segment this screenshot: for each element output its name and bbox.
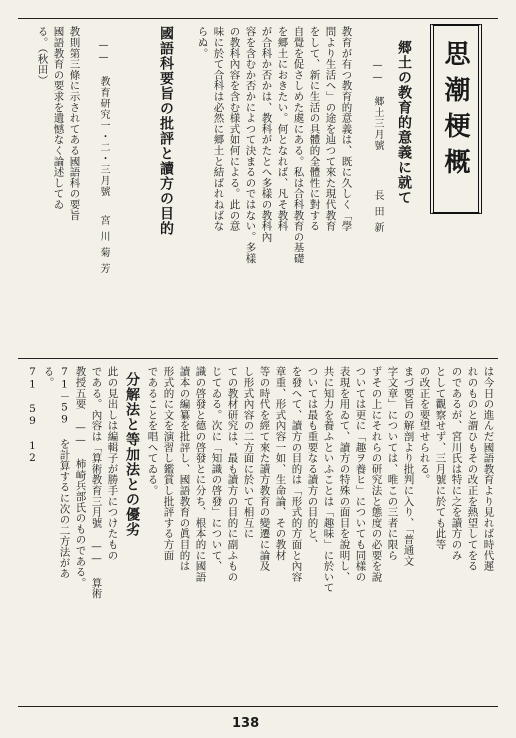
article2-source: —— 教育研究一・二・三月號 bbox=[98, 40, 109, 197]
article1-line: をして、新に生活の具體的全體性に對する bbox=[308, 26, 321, 232]
article1-line: の教科內容を含む様式如何による。此の意 bbox=[228, 26, 241, 232]
article2-line: として觀察せず、三月號に於ても此等 bbox=[434, 366, 447, 550]
article1-source: —— 郷土三月號 bbox=[372, 60, 383, 151]
article2-line: し形式內容の二方面に於いて相互に bbox=[242, 366, 255, 539]
section-title: 思潮梗概 bbox=[440, 40, 470, 184]
article2-line: 表現を用ゐて、讀方の特殊の面目を說明し、 bbox=[338, 366, 351, 582]
article1-line: 容を含むか否かによつて決まるのではない。多樣 bbox=[244, 26, 257, 264]
article2-line: まづ要旨の解剖より批判に入り、「普通文 bbox=[402, 366, 415, 566]
article2-line: 教則第三條に示されてある國語科の要旨 bbox=[68, 26, 81, 221]
article1-line: が合科か否かは、教科がたとへ多樣の教科內 bbox=[260, 26, 273, 242]
article3-continuation-line: 國語教育の要求を遺憾なく論述してゐ bbox=[52, 26, 65, 210]
article2-line: であることを唱へてゐる。 bbox=[146, 366, 159, 496]
article1-author: 長田新 bbox=[372, 190, 383, 238]
article3-line: 71－59 を計算するに次の二方法があ bbox=[58, 366, 71, 579]
page-number: 138 bbox=[232, 716, 260, 731]
article3-line: である。內容は「算術教育三月號 —— 算術 bbox=[90, 366, 103, 599]
article3-line: 此の見出しは編輯子が勝手につけたもの bbox=[106, 366, 119, 561]
article2-title: 國語科要旨の批評と讀方の目的 bbox=[158, 26, 174, 236]
article2-line: は今日の進んだ國語教育より見れば時代遲 bbox=[482, 366, 495, 572]
article1-line: らぬ。 bbox=[196, 26, 209, 59]
top-rule bbox=[18, 18, 498, 19]
article2-line: 字文章」については、唯この三者に限ら bbox=[386, 366, 399, 561]
article2-line: の改正を要望せられる。 bbox=[418, 366, 431, 485]
article2-line: ての教材研究は、最も讀方の目的に副ふもの bbox=[226, 366, 239, 582]
article3-line: る。 bbox=[42, 366, 55, 388]
article3-line: 教授五要 —— 柿崎兵部氏のものである。 bbox=[74, 366, 87, 588]
bottom-rule bbox=[18, 706, 498, 707]
article1-line: 教育が有つ教育的意義は、既に久しく「學 bbox=[340, 26, 353, 232]
article2-line: じてゐる。次に「知識の啓發」について、 bbox=[210, 366, 223, 572]
article2-line: 共に知力を養ふといふことは「趣味」に於いて bbox=[322, 366, 335, 593]
article3-continuation-line: る。（秋田） bbox=[36, 26, 49, 86]
article2-line: 等の時代を經て來た讀方教育の變遷に論及 bbox=[258, 366, 271, 572]
article1-line: 味に於て合科は必然に郷土と結ばれねばな bbox=[212, 26, 225, 232]
article2-line: 章重、形式內容一如、生命論、その教材 bbox=[274, 366, 287, 561]
article2-line: ついては最も重要なる讀方の目的と、 bbox=[306, 366, 319, 550]
article3-line: 71 59 12 bbox=[26, 366, 39, 465]
article1-line: 問より生活へ」の途を辿つて來た現代教育 bbox=[324, 26, 337, 232]
article2-line: 形式的に文を演習し鑑賞し批評する方面 bbox=[162, 366, 175, 561]
article2-line: ずその上にそれらの研究法と態度の必要を說 bbox=[370, 366, 383, 582]
article1-line: を郷土におきたい。何となれば、凡そ教科 bbox=[276, 26, 289, 232]
article3-title: 分解法と等加法との優劣 bbox=[124, 372, 140, 537]
article1-title: 郷土の教育的意義に就て bbox=[396, 40, 412, 205]
article2-line: のであるが、宮川氏は特に之を讀方のみ bbox=[450, 366, 463, 561]
article1-line: 自覺を促さしめた處にある。私は合科教育の基礎 bbox=[292, 26, 305, 264]
middle-rule bbox=[18, 358, 498, 359]
article2-author: 宮川菊芳 bbox=[98, 215, 109, 279]
article2-line: を發へて、讀方の目的は「形式的方面と內容 bbox=[290, 366, 303, 582]
article2-line: 識の啓發と德の啓發とに分ち、根本的に國語 bbox=[194, 366, 207, 582]
article2-line: 讀本の編纂を批評し、國語教育の眞目的は bbox=[178, 366, 191, 572]
article2-line: れのものと謂ひもその改正を熱望してをる bbox=[466, 366, 479, 572]
article2-line: ついては更に「趣ヲ養ヒ」についても同樣の bbox=[354, 366, 367, 582]
